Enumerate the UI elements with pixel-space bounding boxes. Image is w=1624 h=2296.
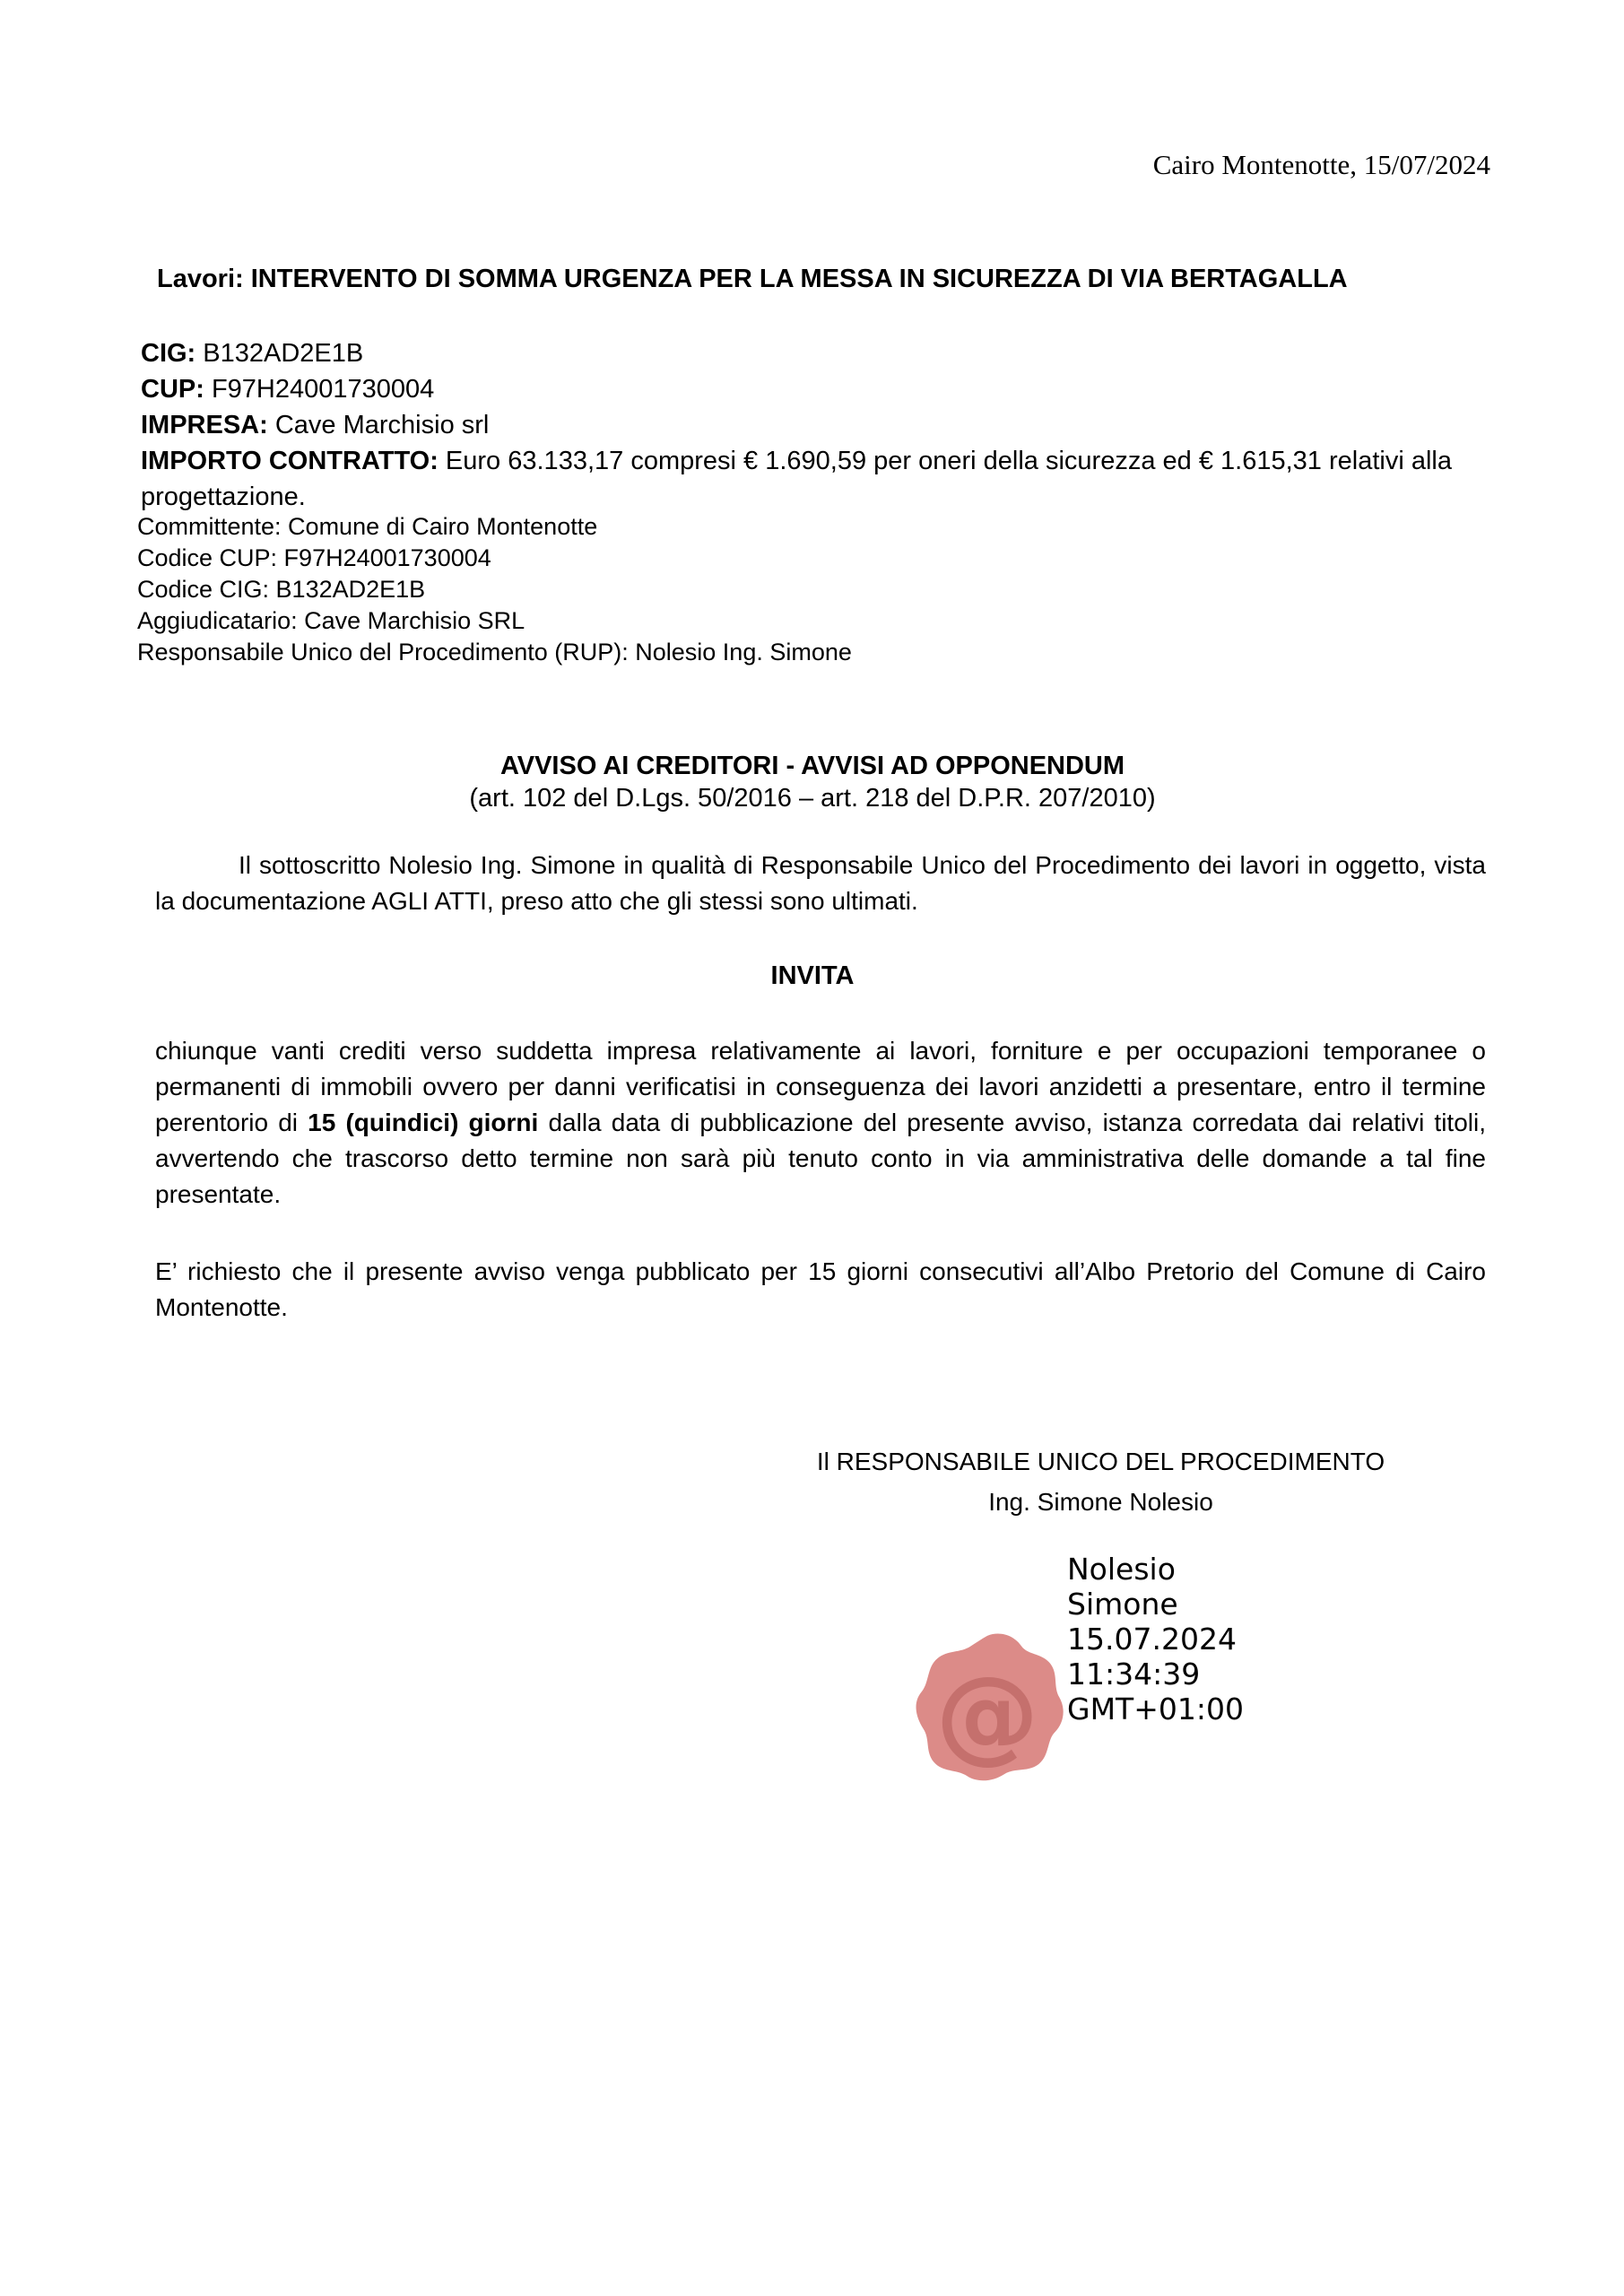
paragraph-intro: Il sottoscritto Nolesio Ing. Simone in qualità di Responsabile Unico del Procedimento dei lavori in oggetto, vista la documentazione AGLI ATTI, preso atto che gli stessi sono ultimati.: [155, 851, 1486, 915]
field-cup-value: F97H24001730004: [204, 375, 435, 404]
contract-info-block: [141, 335, 1489, 515]
field-cig: [141, 335, 1489, 371]
digital-signature-time: 11:34:39: [1067, 1657, 1201, 1692]
signature-name: Ing. Simone Nolesio: [988, 1488, 1213, 1516]
document-date: Cairo Montenotte, 15/07/2024: [1152, 149, 1490, 180]
field-impresa: [141, 407, 1489, 443]
signature-block: [785, 1441, 1417, 1522]
invitation-deadline: 15 (quindici) giorni: [308, 1109, 539, 1136]
field-importo: [141, 443, 1489, 515]
field-importo-value: Euro 63.133,17 compresi € 1.690,59 per oneri della sicurezza ed € 1.615,31 relativi alla progettazione.: [141, 447, 1452, 511]
detail-rup: Responsabile Unico del Procedimento (RUP): Nolesio Ing. Simone: [137, 639, 852, 665]
field-cup: [141, 371, 1489, 407]
paragraph-invitation: [155, 1033, 1486, 1213]
field-cig-value: B132AD2E1B: [195, 339, 364, 368]
at-sign-icon: @: [935, 1654, 1039, 1775]
field-cup-label: CUP:: [141, 375, 204, 404]
invita-heading: INVITA: [770, 961, 855, 990]
detail-codice-cup: Codice CUP: F97H24001730004: [137, 544, 491, 571]
notice-title: AVVISO AI CREDITORI - AVVISI AD OPPONENDUM: [499, 752, 1125, 780]
paragraph-publication: E’ richiesto che il presente avviso venga pubblicato per 15 giorni consecutivi all’Albo Pretorio del Comune di Cairo Montenotte.: [155, 1257, 1486, 1321]
digital-signature-date: 15.07.2024: [1067, 1622, 1237, 1657]
detail-codice-cig: Codice CIG: B132AD2E1B: [137, 576, 426, 603]
signature-role: Il RESPONSABILE UNICO DEL PROCEDIMENTO: [816, 1448, 1385, 1475]
wax-seal-at-icon: [904, 1629, 1071, 1788]
invitation-text-before: chiunque vanti crediti verso suddetta impresa relativamente ai lavori, forniture e per occupazioni temporanee o permanenti di immobili ovvero per danni verificatisi in conseguenza dei lavori anzidetti a presentare, entro il termine perentorio di: [155, 1037, 1486, 1136]
field-impresa-label: IMPRESA:: [141, 411, 268, 439]
field-impresa-value: Cave Marchisio srl: [267, 411, 490, 439]
detail-committente: Committente: Comune di Cairo Montenotte: [137, 513, 598, 540]
subject-line: Lavori: INTERVENTO DI SOMMA URGENZA PER LA MESSA IN SICUREZZA DI VIA BERTAGALLA: [157, 265, 1348, 293]
field-cig-label: CIG:: [141, 339, 196, 368]
field-importo-label: IMPORTO CONTRATTO:: [141, 447, 439, 475]
detail-aggiudicatario: Aggiudicatario: Cave Marchisio SRL: [137, 607, 525, 634]
procedure-details-block: [137, 511, 1485, 668]
invitation-text-after: dalla data di pubblicazione del presente avviso, istanza corredata dai relativi titoli, avvertendo che trascorso detto termine non sarà più tenuto conto in via amministrativa delle domande a tal fine presentate.: [155, 1109, 1486, 1208]
digital-signature-surname: Nolesio: [1067, 1552, 1176, 1587]
digital-signature-firstname: Simone: [1067, 1587, 1178, 1622]
digital-signature-timezone: GMT+01:00: [1067, 1692, 1244, 1726]
notice-heading: [139, 750, 1486, 814]
digital-signature-text: [1067, 1552, 1244, 1726]
notice-subtitle: (art. 102 del D.Lgs. 50/2016 – art. 218 del D.P.R. 207/2010): [469, 784, 1156, 813]
